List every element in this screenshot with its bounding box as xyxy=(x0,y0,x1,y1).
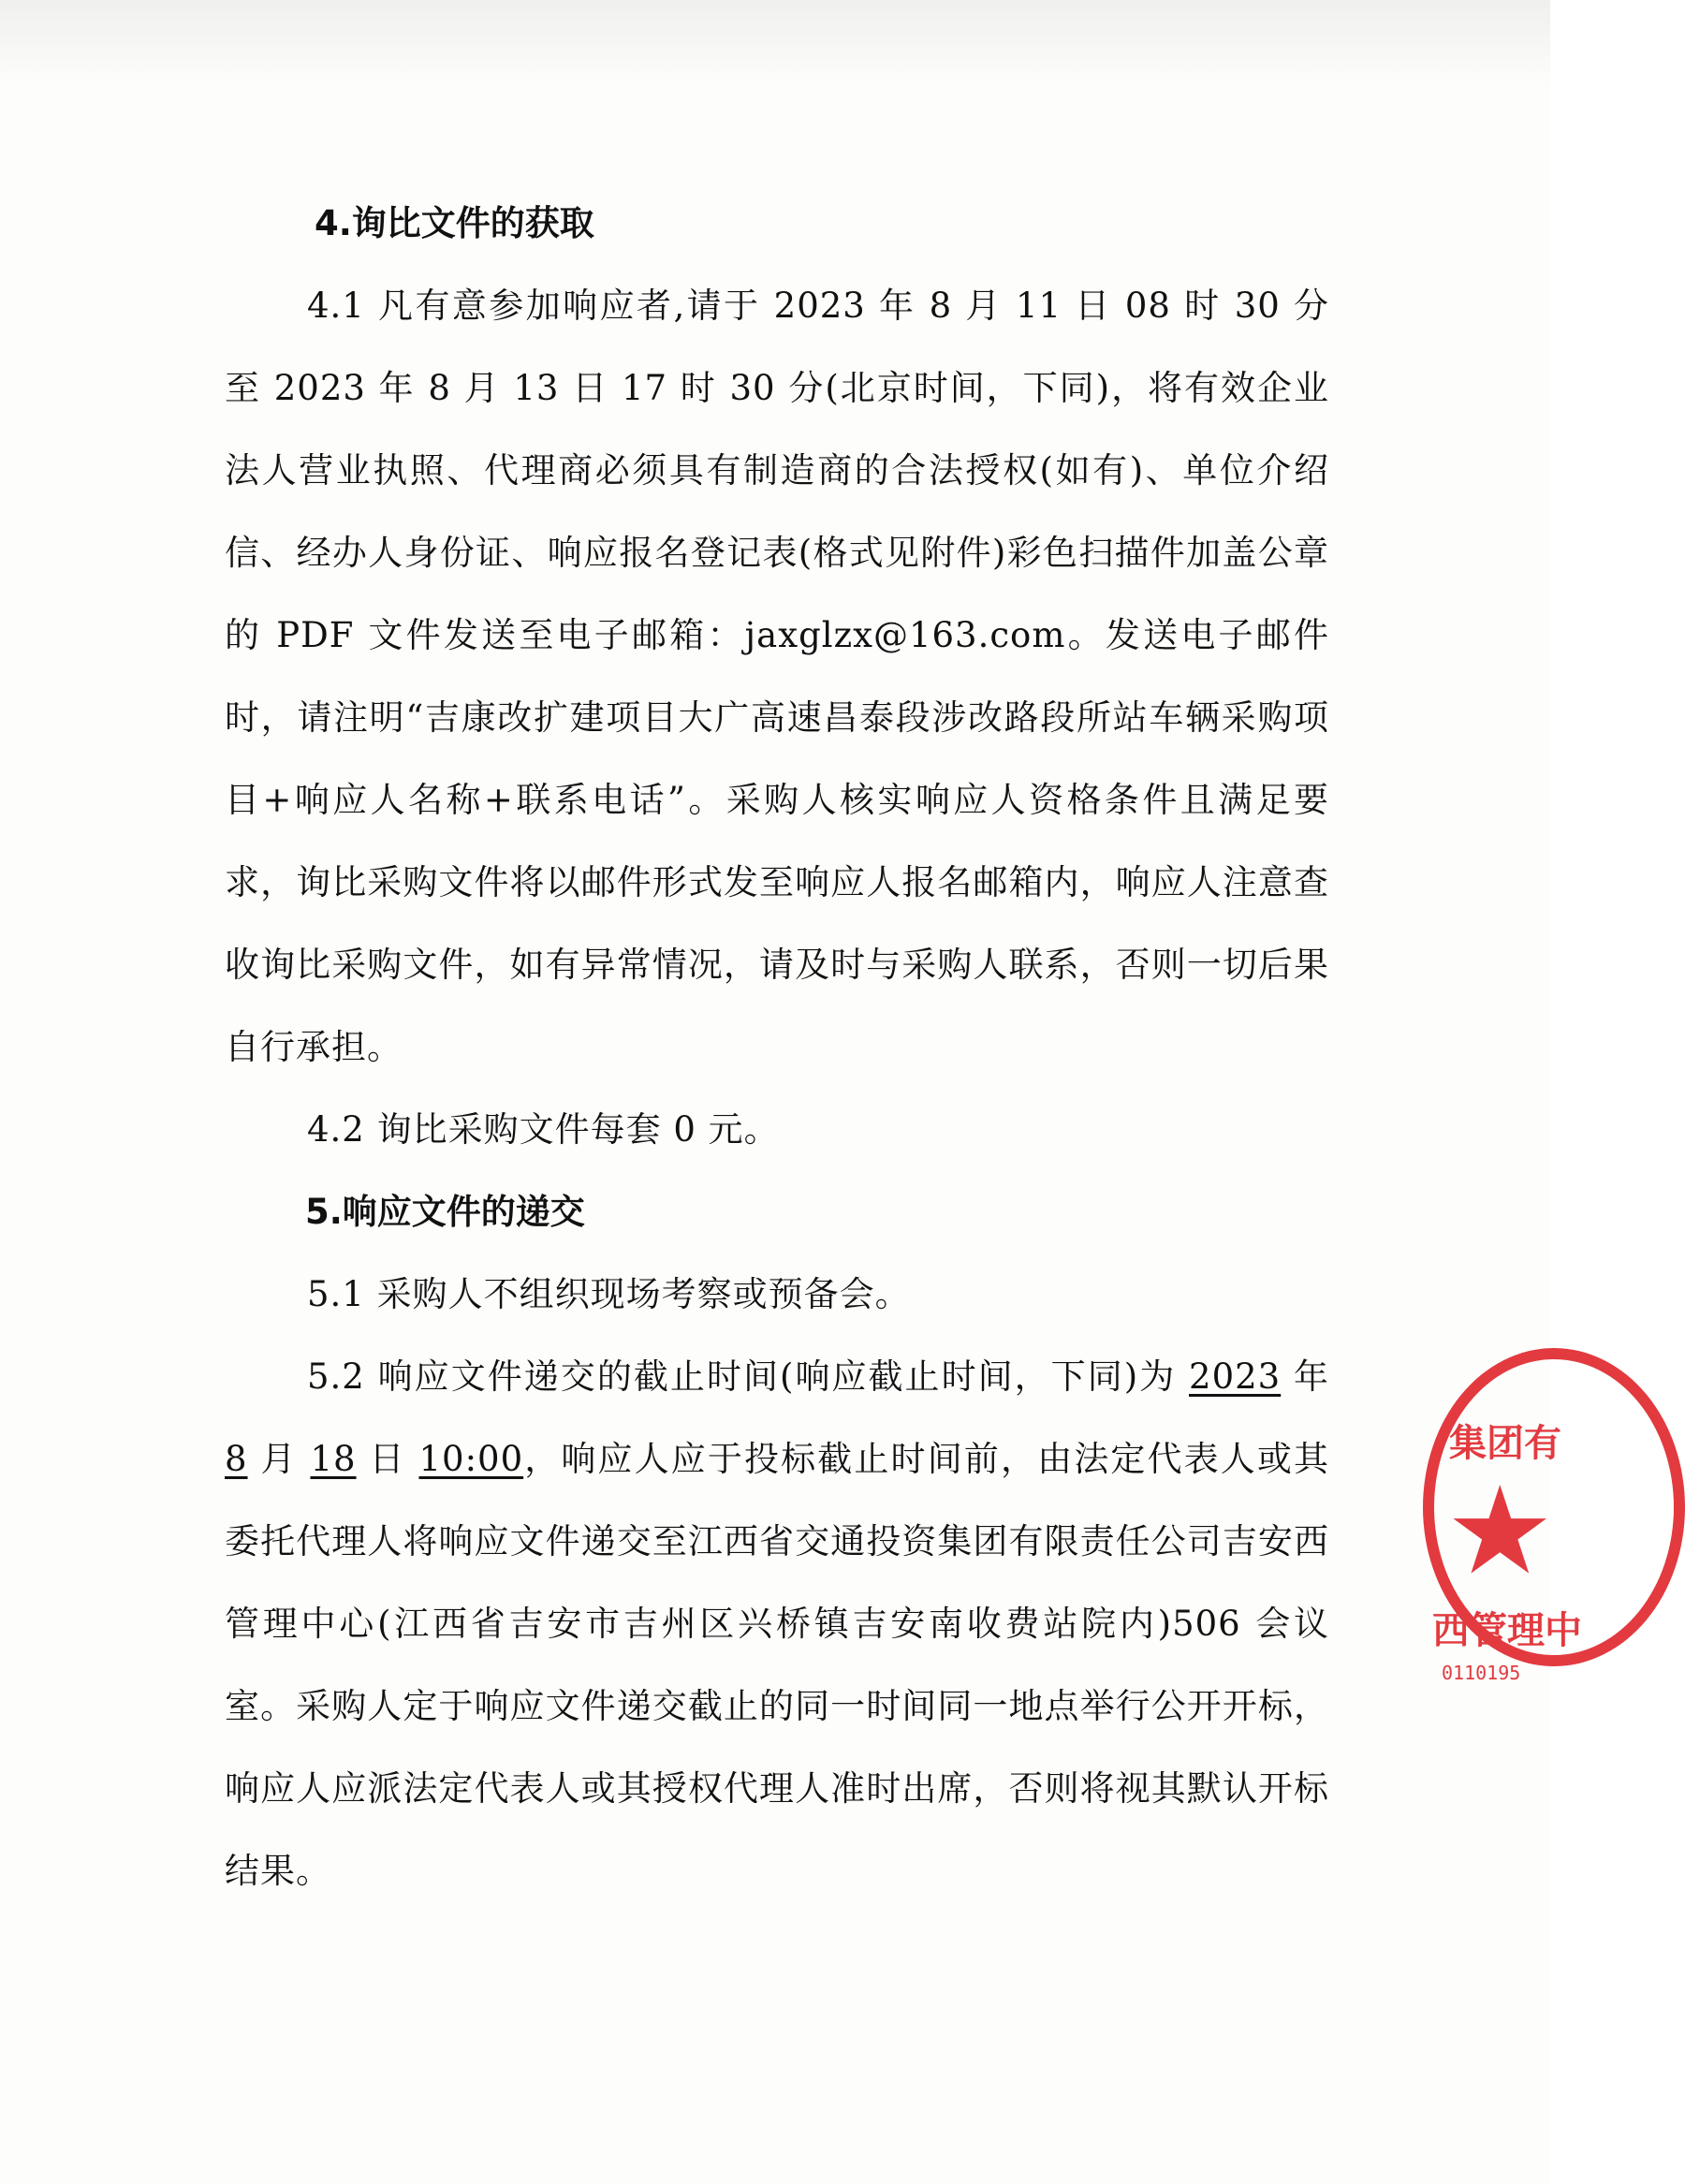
p52-text-e: ，响应人应于投标截止时间前，由法定代表人或其委托代理人将响应文件递交至江西省交通投资集团有限责任公司吉安西管理中心(江西省吉安市吉州区兴桥镇吉安南收费站院内)506 会议室。采购人定于响应文件递交截止的同一时间同一地点举行公开开标，响应人应派法定代表人或其授权代理人准时出席，否则将视其默认开标结果。 xyxy=(225,1439,1329,1891)
deadline-month: 8 xyxy=(225,1439,248,1479)
p52-text-a: 5.2 响应文件递交的截止时间(响应截止时间，下同)为 xyxy=(307,1356,1190,1397)
paragraph-5-1: 5.1 采购人不组织现场考察或预备会。 xyxy=(307,1274,911,1314)
seal-star-icon: ★ xyxy=(1445,1459,1555,1602)
paragraph-5-2 xyxy=(225,1336,1329,1913)
deadline-time: 10:00 xyxy=(418,1439,524,1479)
official-seal xyxy=(1404,1329,1582,1704)
paragraph-4-2: 4.2 询比采购文件每套 0 元。 xyxy=(307,1109,780,1150)
p52-text-c: 月 xyxy=(247,1439,311,1479)
deadline-day: 18 xyxy=(310,1439,357,1479)
seal-bottom-text: 西管理中 xyxy=(1432,1609,1582,1652)
seal-number: 0110195 xyxy=(1442,1662,1521,1684)
paragraph-4-1: 4.1 凡有意参加响应者,请于 2023 年 8 月 11 日 08 时 30 分至 2023 年 8 月 13 日 17 时 30 分(北京时间，下同)，将有效企业法人营业执照、代理商必须具有制造商的合法授权(如有)、单位介绍信、经办人身份证、响应报名登记表(格式见附件)彩色扫描件加盖公章的 PDF 文件发送至电子邮箱：jaxglzx@163.com。发送电子邮件时，请注明“吉康改扩建项目大广高速昌泰段涉改路段所站车辆采购项目+响应人名称+联系电话”。采购人核实响应人资格条件且满足要求，询比采购文件将以邮件形式发至响应人报名邮箱内，响应人注意查收询比采购文件，如有异常情况，请及时与采购人联系，否则一切后果自行承担。 xyxy=(225,286,1330,1067)
p52-text-d: 日 xyxy=(356,1439,419,1479)
section-5-heading: 5.响应文件的递交 xyxy=(305,1192,585,1232)
seal-top-text: 集团有 xyxy=(1449,1422,1561,1465)
deadline-year: 2023 xyxy=(1189,1356,1282,1397)
scan-shadow xyxy=(0,0,1550,84)
section-4-heading: 4.询比文件的获取 xyxy=(315,203,594,243)
document-body xyxy=(225,183,1329,1913)
p52-text-b: 年 xyxy=(1281,1356,1329,1397)
